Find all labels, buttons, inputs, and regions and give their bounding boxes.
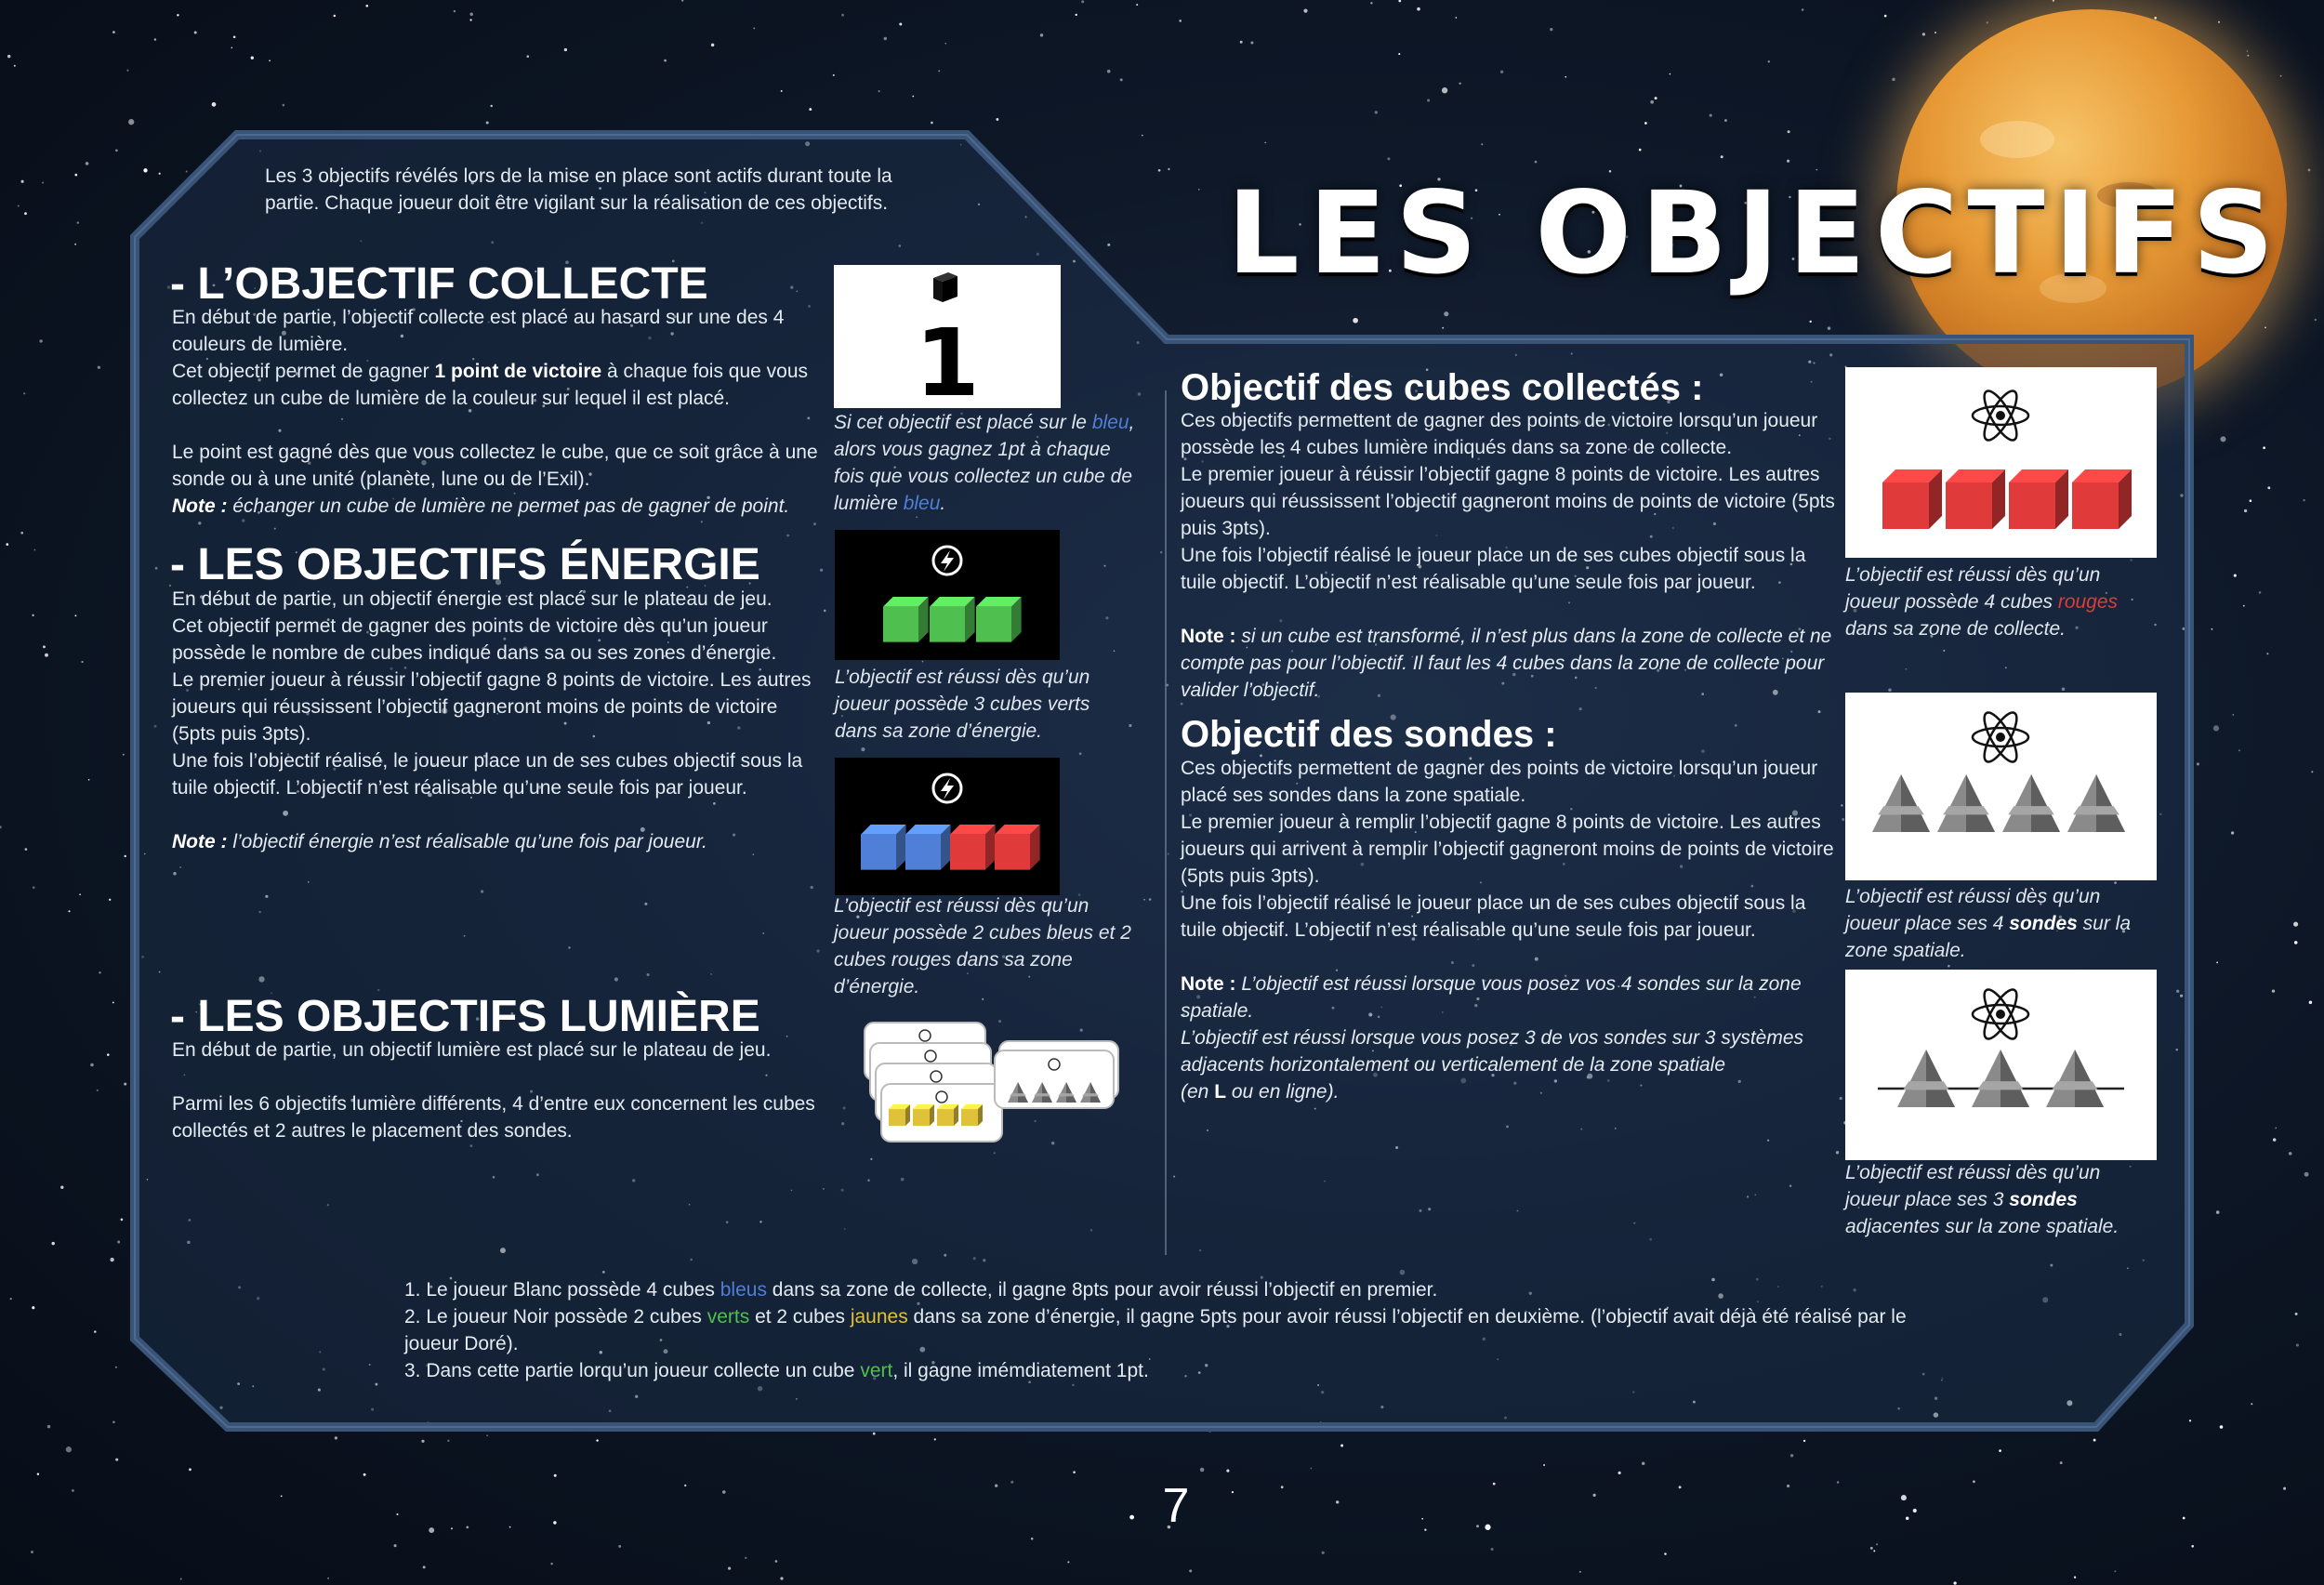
- column-divider: [1165, 390, 1167, 1255]
- note-text: échanger un cube de lumière ne permet pas de gagner de point.: [227, 495, 790, 517]
- cc-p2: Le premier joueur à réussir l’objectif gagne 8 points de victoire. Les autres joueurs qui réussissent l’objectif gagneront moins de points de victoire (5pts puis 3pts).: [1181, 464, 1835, 539]
- ex-yellow: jaunes: [850, 1306, 908, 1327]
- objective-tile: [995, 1041, 1118, 1108]
- sondes-p3: Une fois l’objectif réalisé le joueur place un de ses cubes objectif sous la tuile objectif. L’objectif n’est réalisable qu’une seule fois par joueur.: [1181, 892, 1806, 941]
- intro-text: Les 3 objectifs révélés lors de la mise en place sont actifs durant toute la partie. Chaque joueur doit être vigilant sur la réalisation de ces objectifs.: [265, 165, 892, 214]
- mixed-cubes: [861, 825, 1040, 870]
- example-line-1: [404, 1276, 1929, 1303]
- cube-icon: [995, 825, 1040, 870]
- sondes-body: [1181, 755, 1836, 1105]
- note-label: Note :: [172, 831, 228, 852]
- collecte-p2-bold: 1 point de victoire: [434, 361, 602, 382]
- spacer: [172, 412, 823, 439]
- heading-sondes: Objectif des sondes :: [1181, 714, 1557, 755]
- cc-note: [1181, 623, 1836, 704]
- sondes-card-4: [1845, 693, 2157, 880]
- spacer: [1181, 596, 1836, 623]
- cube-icon: [976, 597, 1022, 642]
- heading-collecte: - L’OBJECTIF COLLECTE: [170, 259, 708, 309]
- cube-icon: [905, 825, 951, 870]
- spacer: [172, 801, 823, 828]
- cap-text2: , alors vous gagnez 1pt à chaque fois que vous collectez un cube de lumière: [834, 412, 1135, 514]
- energie-caption-2: L’objectif est réussi dès qu’un joueur possède 2 cubes bleus et 2 cubes rouges dans sa zone d’énergie.: [834, 895, 1131, 997]
- collecte-card: [834, 265, 1061, 408]
- cube-icon: [861, 825, 906, 870]
- cap-text2: sur la zone spatiale.: [1845, 913, 2131, 961]
- heading-lumiere: - LES OBJECTIFS LUMIÈRE: [170, 992, 760, 1041]
- sondes-note-2: [1181, 1024, 1836, 1078]
- note-text-3b: L: [1214, 1081, 1227, 1103]
- ex-text3: dans sa zone d’énergie, il gagne 5pts pour avoir réussi l’objectif en deuxième. (l’objectif avait déjà été réalisé par le joueur Doré).: [404, 1306, 1907, 1354]
- note-label: Note :: [1181, 973, 1236, 995]
- collecte-body: [172, 304, 823, 520]
- cubes-collectes-card: [1845, 367, 2157, 558]
- cube-icon: [1882, 469, 1942, 529]
- ex-text: 3. Dans cette partie lorqu’un joueur collecte un cube: [404, 1360, 861, 1381]
- example-line-3: [404, 1357, 1929, 1384]
- note-label: Note :: [172, 495, 228, 517]
- spacer: [172, 1063, 823, 1090]
- sondes-note: [1181, 971, 1836, 1024]
- cube-icon: [950, 825, 996, 870]
- energie-p3: Le premier joueur à réussir l’objectif gagne 8 points de victoire. Les autres joueurs qui réussissent l’objectif gagneront moins de points de victoire (5pts puis 3pts).: [172, 669, 812, 745]
- cubes-collectes-body: [1181, 407, 1836, 704]
- cap-text: L’objectif est réussi dès qu’un joueur place ses 4: [1845, 886, 2101, 934]
- energie-p2: Cet objectif permet de gagner des points de victoire dès qu’un joueur possède le nombre de cubes indiqué dans sa ou ses zones d’énergie.: [172, 615, 777, 664]
- cube-icon: [961, 1104, 983, 1126]
- sondes-caption-1: [1845, 883, 2143, 964]
- sondes-note-3: [1181, 1078, 1836, 1105]
- cap-blue: bleu: [1091, 412, 1129, 433]
- cap-text: Si cet objectif est placé sur le: [834, 412, 1092, 433]
- cube-icon: [889, 1104, 910, 1126]
- energie-p1: En début de partie, un objectif énergie est placé sur le plateau de jeu.: [172, 588, 772, 610]
- sondes-p1: Ces objectifs permettent de gagner des points de victoire lorsqu’un joueur placé ses sondes dans la zone spatiale.: [1181, 758, 1818, 806]
- cube-icon: [913, 1104, 934, 1126]
- ex-green: verts: [706, 1306, 750, 1327]
- cap-text: L’objectif est réussi dès qu’un joueur place ses 3: [1845, 1162, 2101, 1210]
- collecte-p2-text: Cet objectif permet de gagner: [172, 361, 435, 382]
- energie-card-mixed: [835, 758, 1060, 895]
- page-title: LES OBJECTIFS: [1227, 167, 2284, 299]
- cap-red: rouges: [2057, 591, 2119, 613]
- collecte-card-symbol: 1: [915, 309, 980, 408]
- ex-green: vert: [860, 1360, 893, 1381]
- lumiere-p1: En début de partie, un objectif lumière est placé sur le plateau de jeu.: [172, 1039, 772, 1061]
- energie-caption-1: L’objectif est réussi dès qu’un joueur possède 3 cubes verts dans sa zone d’énergie.: [835, 667, 1090, 742]
- ex-text2: et 2 cubes: [749, 1306, 851, 1327]
- ex-text: 2. Le joueur Noir possède 2 cubes: [404, 1306, 707, 1327]
- tile-stack: [865, 1023, 1118, 1142]
- spacer: [1181, 944, 1836, 971]
- heading-energie: - LES OBJECTIFS ÉNERGIE: [170, 540, 760, 589]
- cap-text2: adjacentes sur la zone spatiale.: [1845, 1216, 2119, 1237]
- cube-icon: [2009, 469, 2068, 529]
- collecte-p2-text-end: à chaque fois que vous collectez un cube de lumière de la couleur sur lequel il est placé.: [172, 361, 809, 409]
- collecte-caption: [834, 409, 1141, 517]
- cap-bold: sondes: [2009, 913, 2078, 934]
- lumiere-p2: Parmi les 6 objectifs lumière différents, 4 d’entre eux concernent les cubes collectés et 2 autres le placement des sondes.: [172, 1093, 815, 1142]
- green-cubes: [883, 597, 1022, 642]
- cube-icon: [930, 597, 975, 642]
- probe-icons: [1897, 1050, 2104, 1107]
- cc-p1: Ces objectifs permettent de gagner des points de victoire lorsqu’un joueur possède les 4 cubes lumière indiqués dans sa zone de collecte.: [1181, 410, 1818, 458]
- note-text-3c: ou en ligne).: [1226, 1081, 1340, 1103]
- collecte-p1: En début de partie, l’objectif collecte est placé au hasard sur une des 4 couleurs de lumière.: [172, 307, 785, 355]
- cube-icon: [2072, 469, 2132, 529]
- ex-text: 1. Le joueur Blanc possède 4 cubes: [404, 1279, 720, 1301]
- energie-card-green: [835, 530, 1060, 660]
- note-text: l’objectif énergie n’est réalisable qu’une fois par joueur.: [227, 831, 707, 852]
- lumiere-body: [172, 1037, 823, 1144]
- collecte-p3: Le point est gagné dès que vous collectez le cube, que ce soit grâce à une sonde ou à une unité (planète, lune ou de l’Exil).: [172, 442, 818, 490]
- lumiere-tiles-illustration: [855, 1013, 1125, 1143]
- cube-icon: [937, 1104, 958, 1126]
- cap-text2: dans sa zone de collecte.: [1845, 618, 2066, 640]
- energie-body: [172, 586, 823, 855]
- heading-cubes-collectes: Objectif des cubes collectés :: [1181, 367, 1704, 408]
- note-text-2: L’objectif est réussi lorsque vous posez 3 de vos sondes sur 3 systèmes adjacents horizontalement ou verticalement de la zone spatiale: [1181, 1027, 1804, 1076]
- collecte-p2: [172, 358, 823, 412]
- energie-note: [172, 828, 823, 855]
- cubes-collectes-caption: [1845, 561, 2143, 642]
- cap-text3: .: [940, 493, 946, 514]
- page-number: 7: [1162, 1479, 1190, 1533]
- ex-blue: bleus: [720, 1279, 767, 1301]
- cube-icon: [933, 272, 957, 302]
- sondes-caption-2: [1845, 1159, 2152, 1240]
- note-text-3a: (en: [1181, 1081, 1215, 1103]
- cc-p3: Une fois l’objectif réalisé le joueur place un de ses cubes objectif sous la tuile objectif. L’objectif n’est réalisable qu’une seule fois par joueur.: [1181, 545, 1806, 593]
- cap-text: L’objectif est réussi dès qu’un joueur possède 4 cubes: [1845, 564, 2101, 613]
- energie-p4: Une fois l’objectif réalisé, le joueur place un de ses cubes objectif sous la tuile objectif. L’objectif n’est réalisable qu’une seule fois par joueur.: [172, 750, 803, 799]
- cube-icon: [1946, 469, 2005, 529]
- cap-blue2: bleu: [903, 493, 941, 514]
- note-text: si un cube est transformé, il n’est plus dans la zone de collecte et ne compte pas pour l’objectif. Il faut les 4 cubes dans la zone de collecte pour valider l’objectif.: [1181, 626, 1832, 701]
- note-label: Note :: [1181, 626, 1236, 647]
- example-text: [404, 1276, 1929, 1384]
- collecte-note: [172, 493, 823, 520]
- cap-bold: sondes: [2009, 1189, 2078, 1210]
- note-text-1: L’objectif est réussi lorsque vous posez vos 4 sondes sur la zone spatiale.: [1181, 973, 1802, 1022]
- ex-text2: , il gagne imémdiatement 1pt.: [892, 1360, 1149, 1381]
- ex-text2: dans sa zone de collecte, il gagne 8pts pour avoir réussi l’objectif en premier.: [766, 1279, 1438, 1301]
- cube-icon: [883, 597, 929, 642]
- sondes-card-3: [1845, 970, 2157, 1160]
- sondes-p2: Le premier joueur à remplir l’objectif gagne 8 points de victoire. Les autres joueurs qui arrivent à remplir l’objectif gagneront moins de points de victoire (5pts puis 3pts).: [1181, 812, 1834, 887]
- example-line-2: [404, 1303, 1929, 1357]
